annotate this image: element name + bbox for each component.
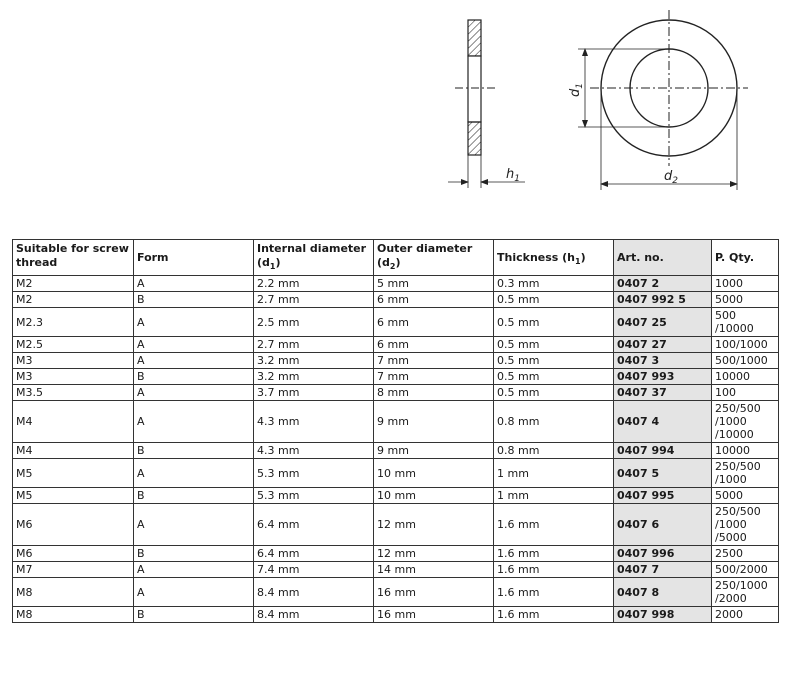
washer-specification-table — [12, 239, 779, 623]
cell-thread: M7 — [13, 562, 134, 578]
table-row — [13, 504, 779, 546]
washer-side-view — [448, 20, 525, 188]
cell-thickness: 0.5 mm — [494, 369, 614, 385]
table-row — [13, 401, 779, 443]
cell-form: B — [134, 369, 254, 385]
cell-outer-diameter: 16 mm — [374, 607, 494, 623]
cell-form: B — [134, 443, 254, 459]
cell-pack-qty: 5000 — [712, 488, 779, 504]
cell-form: A — [134, 401, 254, 443]
header-outer-diameter: Outer diameter $(d_2)$ — [374, 240, 494, 276]
cell-form: A — [134, 562, 254, 578]
cell-thread: M5 — [13, 459, 134, 488]
cell-pack-qty: 2000 — [712, 607, 779, 623]
cell-internal-diameter: 5.3 mm — [254, 459, 374, 488]
cell-thickness: 0.3 mm — [494, 276, 614, 292]
cell-thickness: 1 mm — [494, 459, 614, 488]
header-form: Form — [134, 240, 254, 276]
cell-outer-diameter: 16 mm — [374, 578, 494, 607]
table-row — [13, 459, 779, 488]
cell-form: A — [134, 308, 254, 337]
cell-art-no: 0407 995 — [614, 488, 712, 504]
table-row — [13, 353, 779, 369]
cell-pack-qty: 500 /10000 — [712, 308, 779, 337]
cell-thickness: 0.5 mm — [494, 337, 614, 353]
cell-internal-diameter: 6.4 mm — [254, 546, 374, 562]
cell-art-no: 0407 8 — [614, 578, 712, 607]
cell-thread: M4 — [13, 401, 134, 443]
cell-form: B — [134, 292, 254, 308]
header-art-no: Art. no. — [614, 240, 712, 276]
cell-form: B — [134, 488, 254, 504]
cell-art-no: 0407 6 — [614, 504, 712, 546]
cell-internal-diameter: 4.3 mm — [254, 443, 374, 459]
cell-art-no: 0407 25 — [614, 308, 712, 337]
header-thickness: Thickness $(h_1)$ — [494, 240, 614, 276]
cell-internal-diameter: 3.7 mm — [254, 385, 374, 401]
cell-thickness: 0.8 mm — [494, 401, 614, 443]
cell-art-no: 0407 7 — [614, 562, 712, 578]
cell-pack-qty: 250/500 /1000 — [712, 459, 779, 488]
header-pack-qty: P. Qty. — [712, 240, 779, 276]
cell-pack-qty: 100 — [712, 385, 779, 401]
cell-form: B — [134, 546, 254, 562]
cell-internal-diameter: 8.4 mm — [254, 578, 374, 607]
table-row — [13, 578, 779, 607]
cell-pack-qty: 10000 — [712, 443, 779, 459]
cell-pack-qty: 500/1000 — [712, 353, 779, 369]
cell-art-no: 0407 3 — [614, 353, 712, 369]
cell-pack-qty: 100/1000 — [712, 337, 779, 353]
cell-thickness: 1.6 mm — [494, 504, 614, 546]
cell-pack-qty: 2500 — [712, 546, 779, 562]
cell-art-no: 0407 2 — [614, 276, 712, 292]
cell-thickness: 0.5 mm — [494, 292, 614, 308]
cell-internal-diameter: 5.3 mm — [254, 488, 374, 504]
cell-internal-diameter: 8.4 mm — [254, 607, 374, 623]
cell-outer-diameter: 6 mm — [374, 292, 494, 308]
cell-outer-diameter: 6 mm — [374, 308, 494, 337]
cell-thread: M8 — [13, 607, 134, 623]
cell-outer-diameter: 5 mm — [374, 276, 494, 292]
cell-internal-diameter: 2.2 mm — [254, 276, 374, 292]
cell-thread: M3.5 — [13, 385, 134, 401]
cell-thickness: 1.6 mm — [494, 607, 614, 623]
cell-outer-diameter: 7 mm — [374, 369, 494, 385]
cell-thread: M6 — [13, 546, 134, 562]
cell-outer-diameter: 7 mm — [374, 353, 494, 369]
cell-pack-qty: 1000 — [712, 276, 779, 292]
cell-thickness: 1.6 mm — [494, 546, 614, 562]
table-row — [13, 562, 779, 578]
cell-art-no: 0407 27 — [614, 337, 712, 353]
h1-label: $h_1$ — [506, 167, 520, 184]
table-row — [13, 607, 779, 623]
cell-internal-diameter: 3.2 mm — [254, 369, 374, 385]
cell-outer-diameter: 6 mm — [374, 337, 494, 353]
cell-art-no: 0407 994 — [614, 443, 712, 459]
header-thread: Suitable for screw thread — [13, 240, 134, 276]
cell-thread: M3 — [13, 353, 134, 369]
cell-thread: M8 — [13, 578, 134, 607]
cell-thread: M2.5 — [13, 337, 134, 353]
cell-art-no: 0407 998 — [614, 607, 712, 623]
header-internal-diameter: Internal diameter $(d_1)$ — [254, 240, 374, 276]
cell-form: A — [134, 504, 254, 546]
cell-art-no: 0407 37 — [614, 385, 712, 401]
cell-outer-diameter: 12 mm — [374, 504, 494, 546]
cell-thickness: 0.5 mm — [494, 385, 614, 401]
cell-art-no: 0407 992 5 — [614, 292, 712, 308]
cell-pack-qty: 250/500 /1000 /10000 — [712, 401, 779, 443]
cell-pack-qty: 10000 — [712, 369, 779, 385]
cell-outer-diameter: 12 mm — [374, 546, 494, 562]
cell-thickness: 1.6 mm — [494, 578, 614, 607]
cell-internal-diameter: 7.4 mm — [254, 562, 374, 578]
cell-pack-qty: 250/500 /1000 /5000 — [712, 504, 779, 546]
cell-internal-diameter: 3.2 mm — [254, 353, 374, 369]
cell-thickness: 0.5 mm — [494, 353, 614, 369]
cell-form: A — [134, 276, 254, 292]
table-row — [13, 308, 779, 337]
table-row — [13, 292, 779, 308]
cell-form: A — [134, 578, 254, 607]
cell-form: A — [134, 385, 254, 401]
cell-thickness: 0.8 mm — [494, 443, 614, 459]
cell-outer-diameter: 9 mm — [374, 401, 494, 443]
cell-internal-diameter: 6.4 mm — [254, 504, 374, 546]
table-row — [13, 488, 779, 504]
d1-label: $d_1$ — [568, 83, 585, 97]
cell-internal-diameter: 2.7 mm — [254, 337, 374, 353]
cell-internal-diameter: 4.3 mm — [254, 401, 374, 443]
washer-front-view — [568, 10, 748, 190]
table-row — [13, 546, 779, 562]
cell-art-no: 0407 993 — [614, 369, 712, 385]
table-row — [13, 385, 779, 401]
cell-thickness: 1 mm — [494, 488, 614, 504]
cell-pack-qty: 5000 — [712, 292, 779, 308]
cell-thread: M2 — [13, 276, 134, 292]
cell-thickness: 1.6 mm — [494, 562, 614, 578]
cell-form: A — [134, 337, 254, 353]
cell-thread: M2.3 — [13, 308, 134, 337]
cell-art-no: 0407 5 — [614, 459, 712, 488]
cell-thread: M4 — [13, 443, 134, 459]
table-body — [13, 276, 779, 623]
cell-internal-diameter: 2.5 mm — [254, 308, 374, 337]
cell-art-no: 0407 4 — [614, 401, 712, 443]
cell-pack-qty: 500/2000 — [712, 562, 779, 578]
table-row — [13, 443, 779, 459]
cell-thread: M5 — [13, 488, 134, 504]
cell-outer-diameter: 14 mm — [374, 562, 494, 578]
cell-art-no: 0407 996 — [614, 546, 712, 562]
table-header-row — [13, 240, 779, 276]
cell-outer-diameter: 10 mm — [374, 459, 494, 488]
cell-thread: M3 — [13, 369, 134, 385]
cell-thread: M2 — [13, 292, 134, 308]
table-row — [13, 369, 779, 385]
cell-outer-diameter: 10 mm — [374, 488, 494, 504]
cell-form: B — [134, 607, 254, 623]
table-row — [13, 276, 779, 292]
cell-internal-diameter: 2.7 mm — [254, 292, 374, 308]
cell-form: A — [134, 459, 254, 488]
d2-label: $d_2$ — [664, 169, 678, 186]
cell-pack-qty: 250/1000 /2000 — [712, 578, 779, 607]
cell-outer-diameter: 8 mm — [374, 385, 494, 401]
cell-thickness: 0.5 mm — [494, 308, 614, 337]
cell-form: A — [134, 353, 254, 369]
washer-technical-drawing — [0, 0, 790, 235]
cell-thread: M6 — [13, 504, 134, 546]
table-row — [13, 337, 779, 353]
cell-outer-diameter: 9 mm — [374, 443, 494, 459]
